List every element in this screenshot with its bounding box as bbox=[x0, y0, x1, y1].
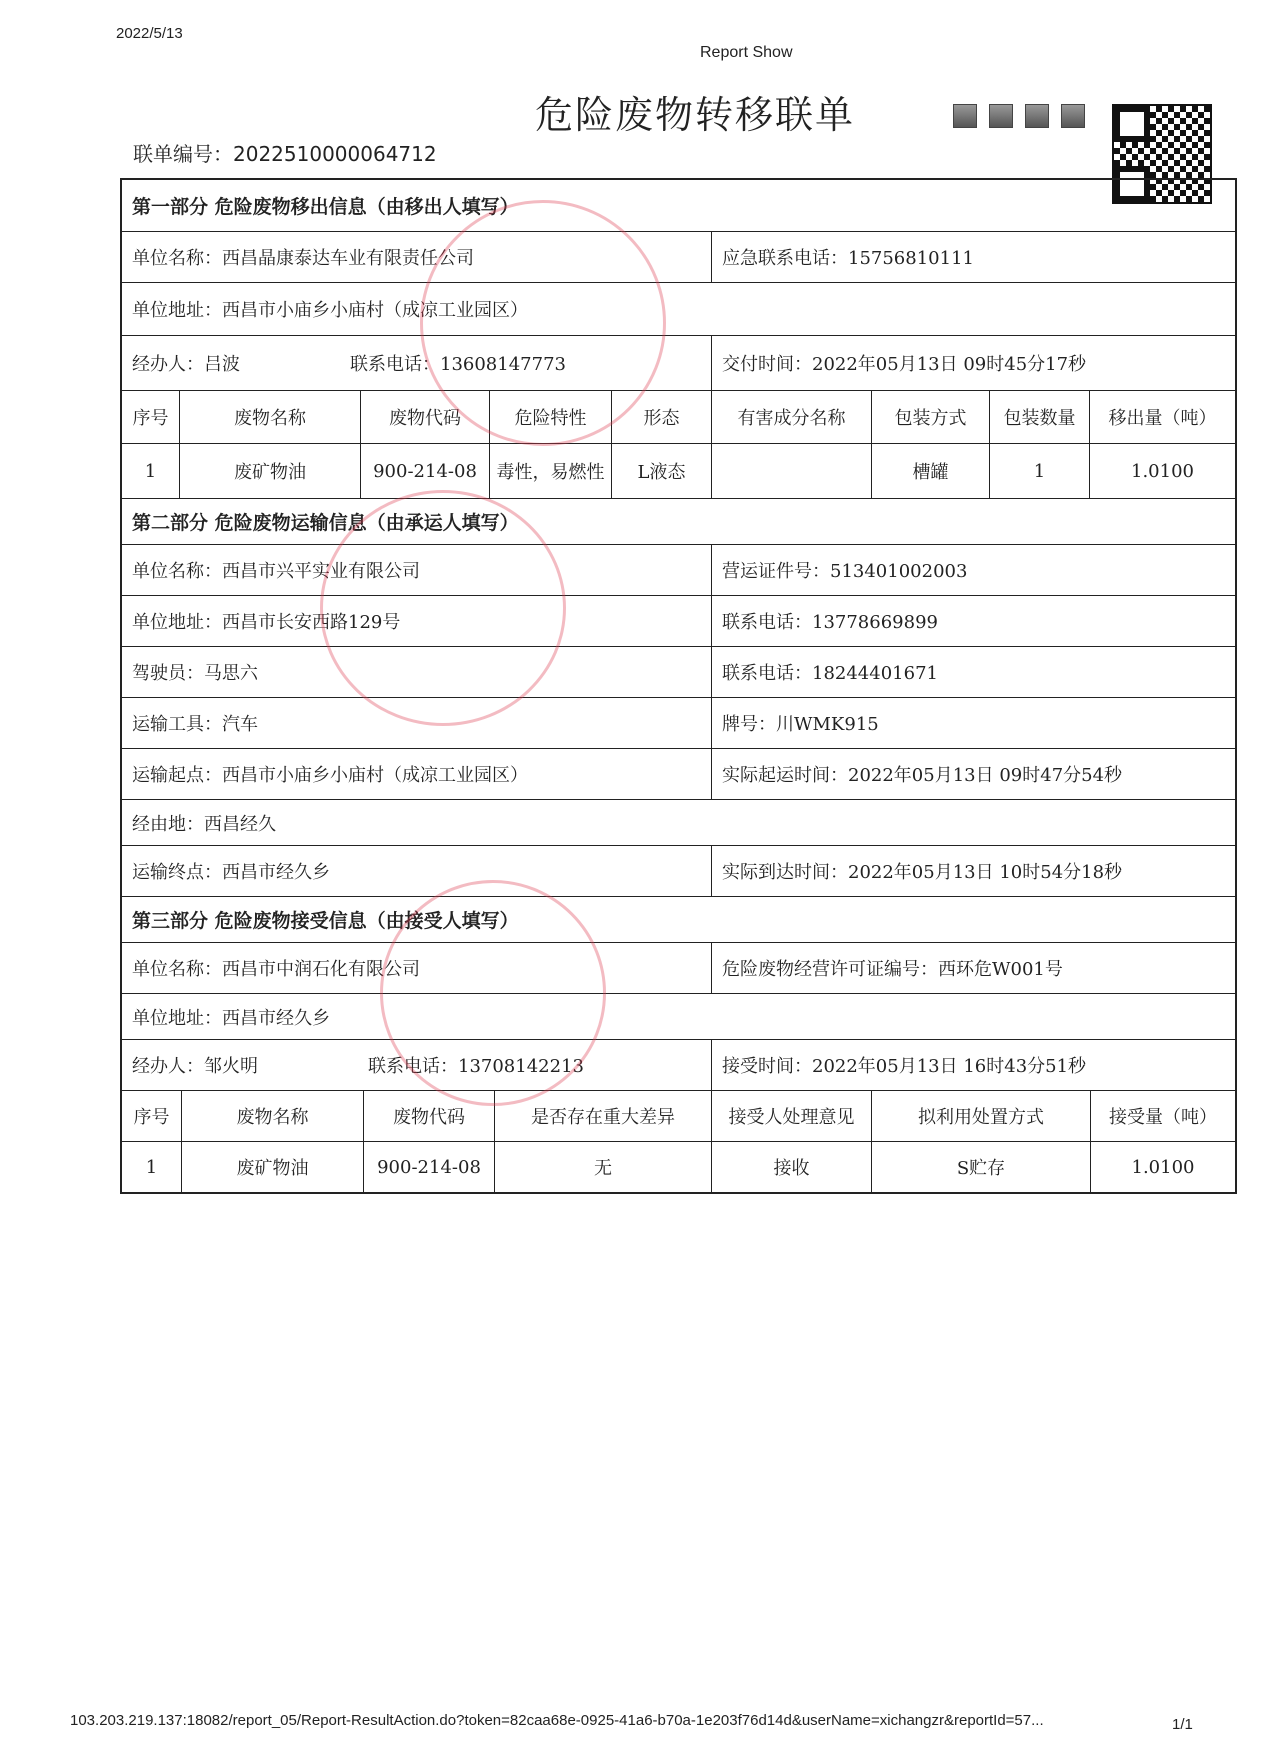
part1-handler-phone: 联系电话：13608147773 bbox=[350, 354, 566, 375]
column-header: 序号 bbox=[122, 391, 180, 443]
serial-number bbox=[133, 138, 437, 167]
cell-disposal-method: S贮存 bbox=[872, 1142, 1091, 1192]
part1-table-header bbox=[122, 391, 1235, 444]
cell-waste-code: 900-214-08 bbox=[364, 1142, 495, 1192]
cell-seq: 1 bbox=[122, 444, 180, 498]
part1-title: 第一部分 危险废物移出信息（由移出人填写） bbox=[132, 196, 519, 218]
print-icon[interactable] bbox=[1061, 104, 1085, 128]
export-word-icon[interactable] bbox=[989, 104, 1013, 128]
cell-package-count: 1 bbox=[990, 444, 1090, 498]
part1-emergency-phone: 应急联系电话：15756810111 bbox=[722, 248, 974, 269]
part1-handler: 经办人：吕波 bbox=[132, 354, 240, 375]
column-header: 废物代码 bbox=[364, 1091, 495, 1141]
part3-license: 危险废物经营许可证编号：西环危W001号 bbox=[722, 959, 1063, 980]
document-title: 危险废物转移联单 bbox=[535, 93, 856, 137]
column-header: 废物代码 bbox=[361, 391, 490, 443]
column-header: 包装方式 bbox=[872, 391, 990, 443]
cell-waste-name: 废矿物油 bbox=[182, 1142, 364, 1192]
table-row bbox=[122, 444, 1235, 499]
cell-packaging: 槽罐 bbox=[872, 444, 990, 498]
column-header: 移出量（吨） bbox=[1108, 408, 1217, 429]
part1-delivery-time: 交付时间：2022年05月13日 09时45分17秒 bbox=[722, 354, 1087, 375]
transfer-form bbox=[120, 178, 1237, 1194]
part2-phone1: 联系电话：13778669899 bbox=[722, 612, 938, 633]
part3-table-header bbox=[122, 1091, 1235, 1142]
table-row bbox=[122, 1142, 1235, 1192]
part1-unit-address: 单位地址：西昌市小庙乡小庙村（成凉工业园区） bbox=[132, 300, 528, 321]
part3-unit-address: 单位地址：西昌市经久乡 bbox=[132, 1007, 330, 1029]
export-excel-icon[interactable] bbox=[953, 104, 977, 128]
part2-actual-arrival: 实际到达时间：2022年05月13日 10时54分18秒 bbox=[722, 862, 1123, 883]
column-header: 有害成分名称 bbox=[712, 391, 872, 443]
part2-destination: 运输终点：西昌市经久乡 bbox=[122, 846, 712, 896]
cell-received-quantity: 1.0100 bbox=[1131, 1156, 1195, 1178]
part2-driver: 驾驶员：马思六 bbox=[122, 647, 712, 697]
serial-label: 联单编号： bbox=[133, 142, 233, 166]
cell-quantity: 1.0100 bbox=[1131, 460, 1194, 482]
part2-phone2: 联系电话：18244401671 bbox=[722, 663, 938, 684]
cell-waste-name: 废矿物油 bbox=[180, 444, 361, 498]
column-header: 是否存在重大差异 bbox=[495, 1091, 712, 1141]
part3-handler-phone: 联系电话：13708142213 bbox=[368, 1056, 584, 1077]
column-header: 拟利用处置方式 bbox=[872, 1091, 1091, 1141]
cell-form: L液态 bbox=[612, 444, 712, 498]
export-toolbar bbox=[953, 104, 1085, 128]
page-number: 1/1 bbox=[1172, 1716, 1193, 1733]
part3-receive-time: 接受时间：2022年05月13日 16时43分51秒 bbox=[722, 1056, 1087, 1077]
cell-hazard: 毒性，易燃性 bbox=[490, 444, 612, 498]
part3-unit-name: 单位名称：西昌市中润石化有限公司 bbox=[122, 943, 712, 993]
part2-origin: 运输起点：西昌市小庙乡小庙村（成凉工业园区） bbox=[122, 749, 712, 799]
column-header: 接受量（吨） bbox=[1109, 1107, 1217, 1128]
column-header: 形态 bbox=[612, 391, 712, 443]
cell-major-difference: 无 bbox=[495, 1142, 712, 1192]
cell-waste-code: 900-214-08 bbox=[361, 444, 490, 498]
part2-permit: 营运证件号：513401002003 bbox=[722, 561, 968, 582]
cell-seq: 1 bbox=[122, 1142, 182, 1192]
part2-title: 第二部分 危险废物运输信息（由承运人填写） bbox=[132, 512, 519, 534]
column-header: 序号 bbox=[122, 1091, 182, 1141]
footer-url: 103.203.219.137:18082/report_05/Report-ResultAction.do?token=82caa68e-0925-41a6-b70a-1e203f76d14d&userName=xichangzr&reportId=57... bbox=[70, 1712, 1044, 1729]
serial-value: 2022510000064712 bbox=[233, 142, 437, 166]
part3-handler: 经办人：邹火明 bbox=[132, 1056, 258, 1077]
column-header: 废物名称 bbox=[180, 391, 361, 443]
export-pdf-icon[interactable] bbox=[1025, 104, 1049, 128]
report-show-label: Report Show bbox=[700, 44, 793, 61]
part2-plate: 牌号：川WMK915 bbox=[722, 714, 879, 735]
part2-actual-start: 实际起运时间：2022年05月13日 09时47分54秒 bbox=[722, 765, 1123, 786]
part2-vehicle: 运输工具：汽车 bbox=[122, 698, 712, 748]
print-date: 2022/5/13 bbox=[116, 25, 183, 42]
cell-receiver-opinion: 接收 bbox=[712, 1142, 872, 1192]
column-header: 危险特性 bbox=[490, 391, 612, 443]
part3-title: 第三部分 危险废物接受信息（由接受人填写） bbox=[132, 910, 519, 932]
part2-unit-address: 单位地址：西昌市长安西路129号 bbox=[122, 596, 712, 646]
cell-harmful-component bbox=[712, 444, 872, 498]
part2-unit-name: 单位名称：西昌市兴平实业有限公司 bbox=[122, 545, 712, 595]
part1-unit-name: 单位名称：西昌晶康泰达车业有限责任公司 bbox=[122, 232, 712, 282]
column-header: 废物名称 bbox=[182, 1091, 364, 1141]
column-header: 接受人处理意见 bbox=[712, 1091, 872, 1141]
column-header: 包装数量 bbox=[990, 391, 1090, 443]
part2-via: 经由地：西昌经久 bbox=[132, 813, 276, 835]
